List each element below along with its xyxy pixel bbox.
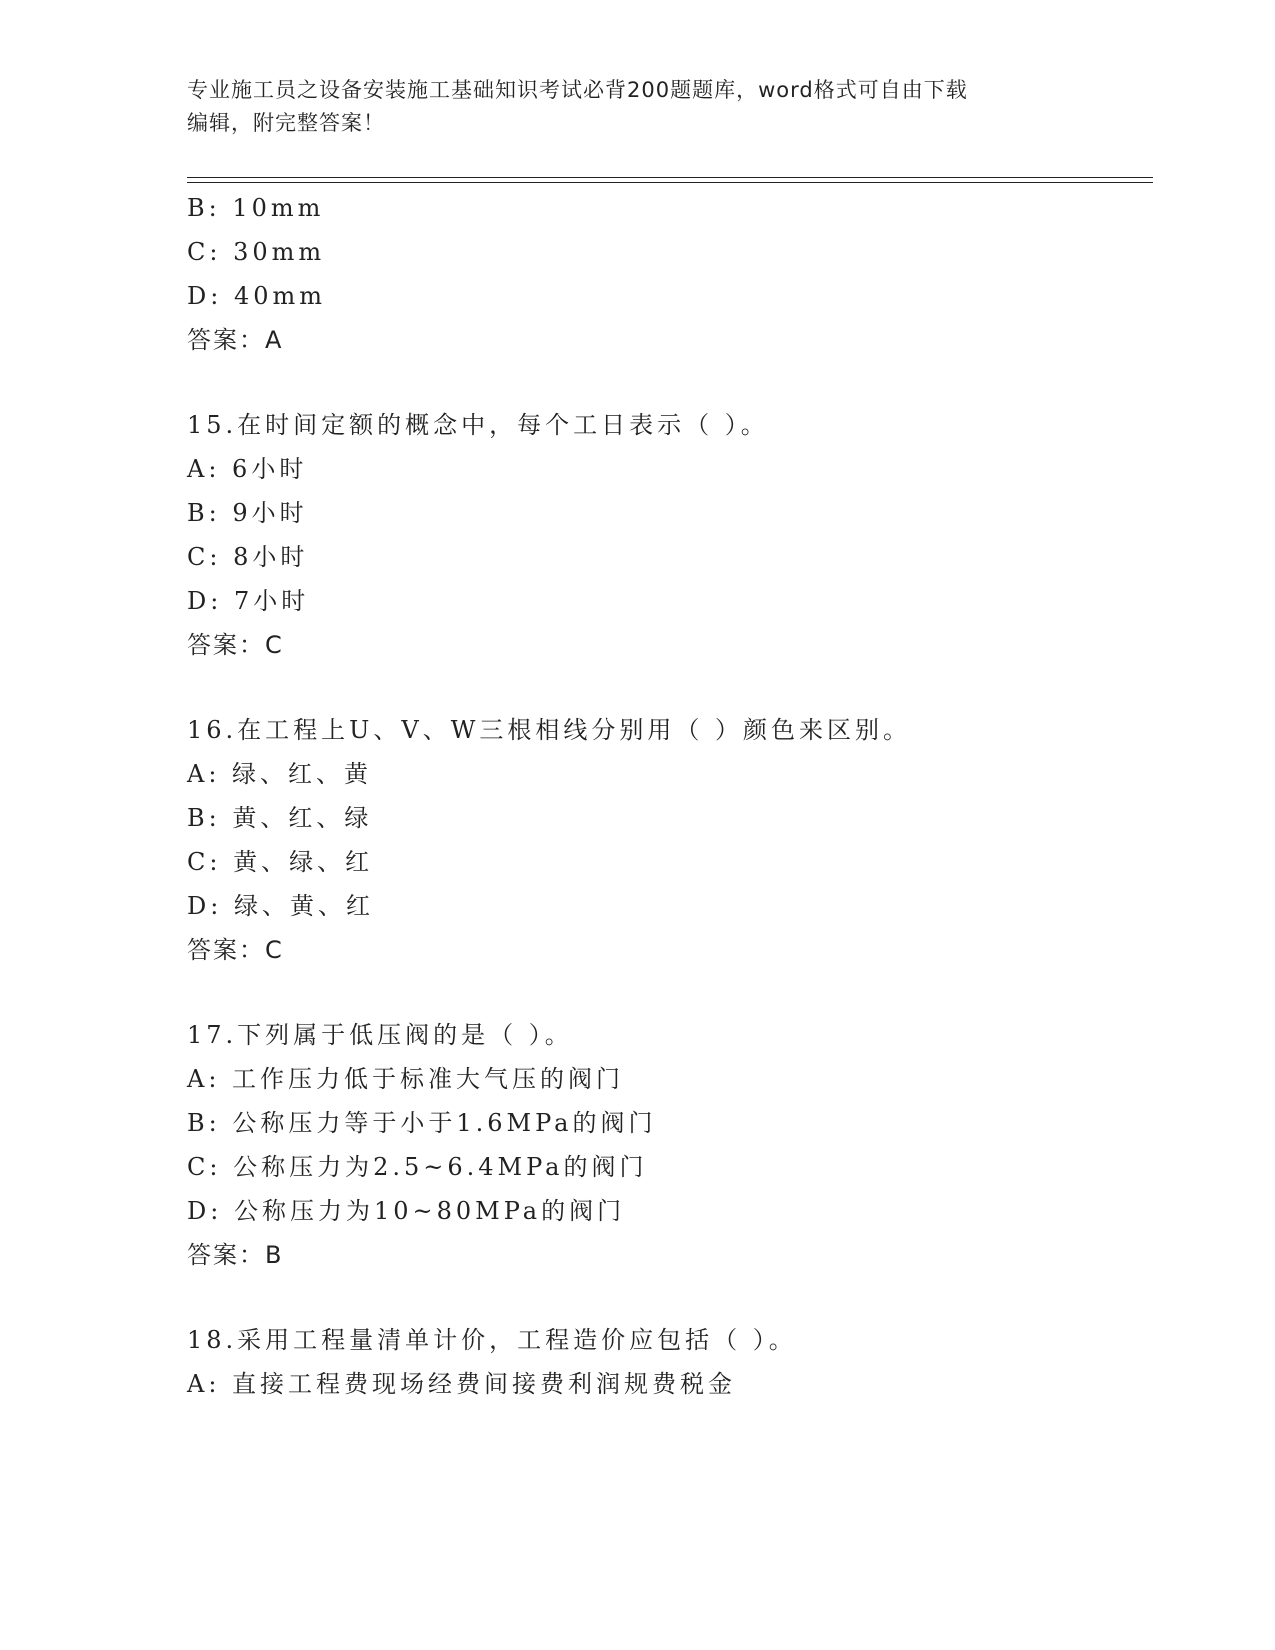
q15-option-d: D: 7小时 (187, 587, 310, 615)
q14-option-d: D: 40mm (187, 282, 327, 310)
q17-option-d: D: 公称压力为10~80MPa的阀门 (187, 1197, 626, 1225)
q16-answer: 答案：C (187, 936, 284, 964)
q17-option-a: A: 工作压力低于标准大气压的阀门 (187, 1065, 625, 1093)
q14-option-b: B: 10mm (187, 194, 325, 222)
q15-option-b: B: 9小时 (187, 499, 308, 527)
q15-question: 15.在时间定额的概念中，每个工日表示（ ）。 (187, 411, 769, 439)
q17-question: 17.下列属于低压阀的是（ ）。 (187, 1021, 573, 1049)
header-title-line-2: 编辑，附完整答案！ (187, 111, 385, 135)
q16-question: 16.在工程上U、V、W三根相线分别用（ ）颜色来区别。 (187, 716, 912, 744)
header-divider-top (187, 177, 1153, 178)
q17-answer: 答案：B (187, 1241, 284, 1269)
q16-option-c: C: 黄、绿、红 (187, 848, 374, 876)
header-divider-bottom (187, 182, 1153, 183)
header-title-line-1: 专业施工员之设备安装施工基础知识考试必背200题题库，word格式可自由下载 (187, 78, 968, 102)
q16-option-d: D: 绿、黄、红 (187, 892, 374, 920)
q14-option-c: C: 30mm (187, 238, 326, 266)
q16-option-b: B: 黄、红、绿 (187, 804, 373, 832)
q17-option-b: B: 公称压力等于小于1.6MPa的阀门 (187, 1109, 657, 1137)
q16-option-a: A: 绿、红、黄 (187, 760, 373, 788)
q15-option-c: C: 8小时 (187, 543, 309, 571)
q14-answer: 答案：A (187, 326, 284, 354)
document-header (187, 74, 1087, 140)
q18-option-a: A: 直接工程费现场经费间接费利润规费税金 (187, 1370, 737, 1398)
q15-option-a: A: 6小时 (187, 455, 308, 483)
q17-option-c: C: 公称压力为2.5~6.4MPa的阀门 (187, 1153, 648, 1181)
q18-question: 18.采用工程量清单计价，工程造价应包括（ ）。 (187, 1326, 797, 1354)
q15-answer: 答案：C (187, 631, 284, 659)
